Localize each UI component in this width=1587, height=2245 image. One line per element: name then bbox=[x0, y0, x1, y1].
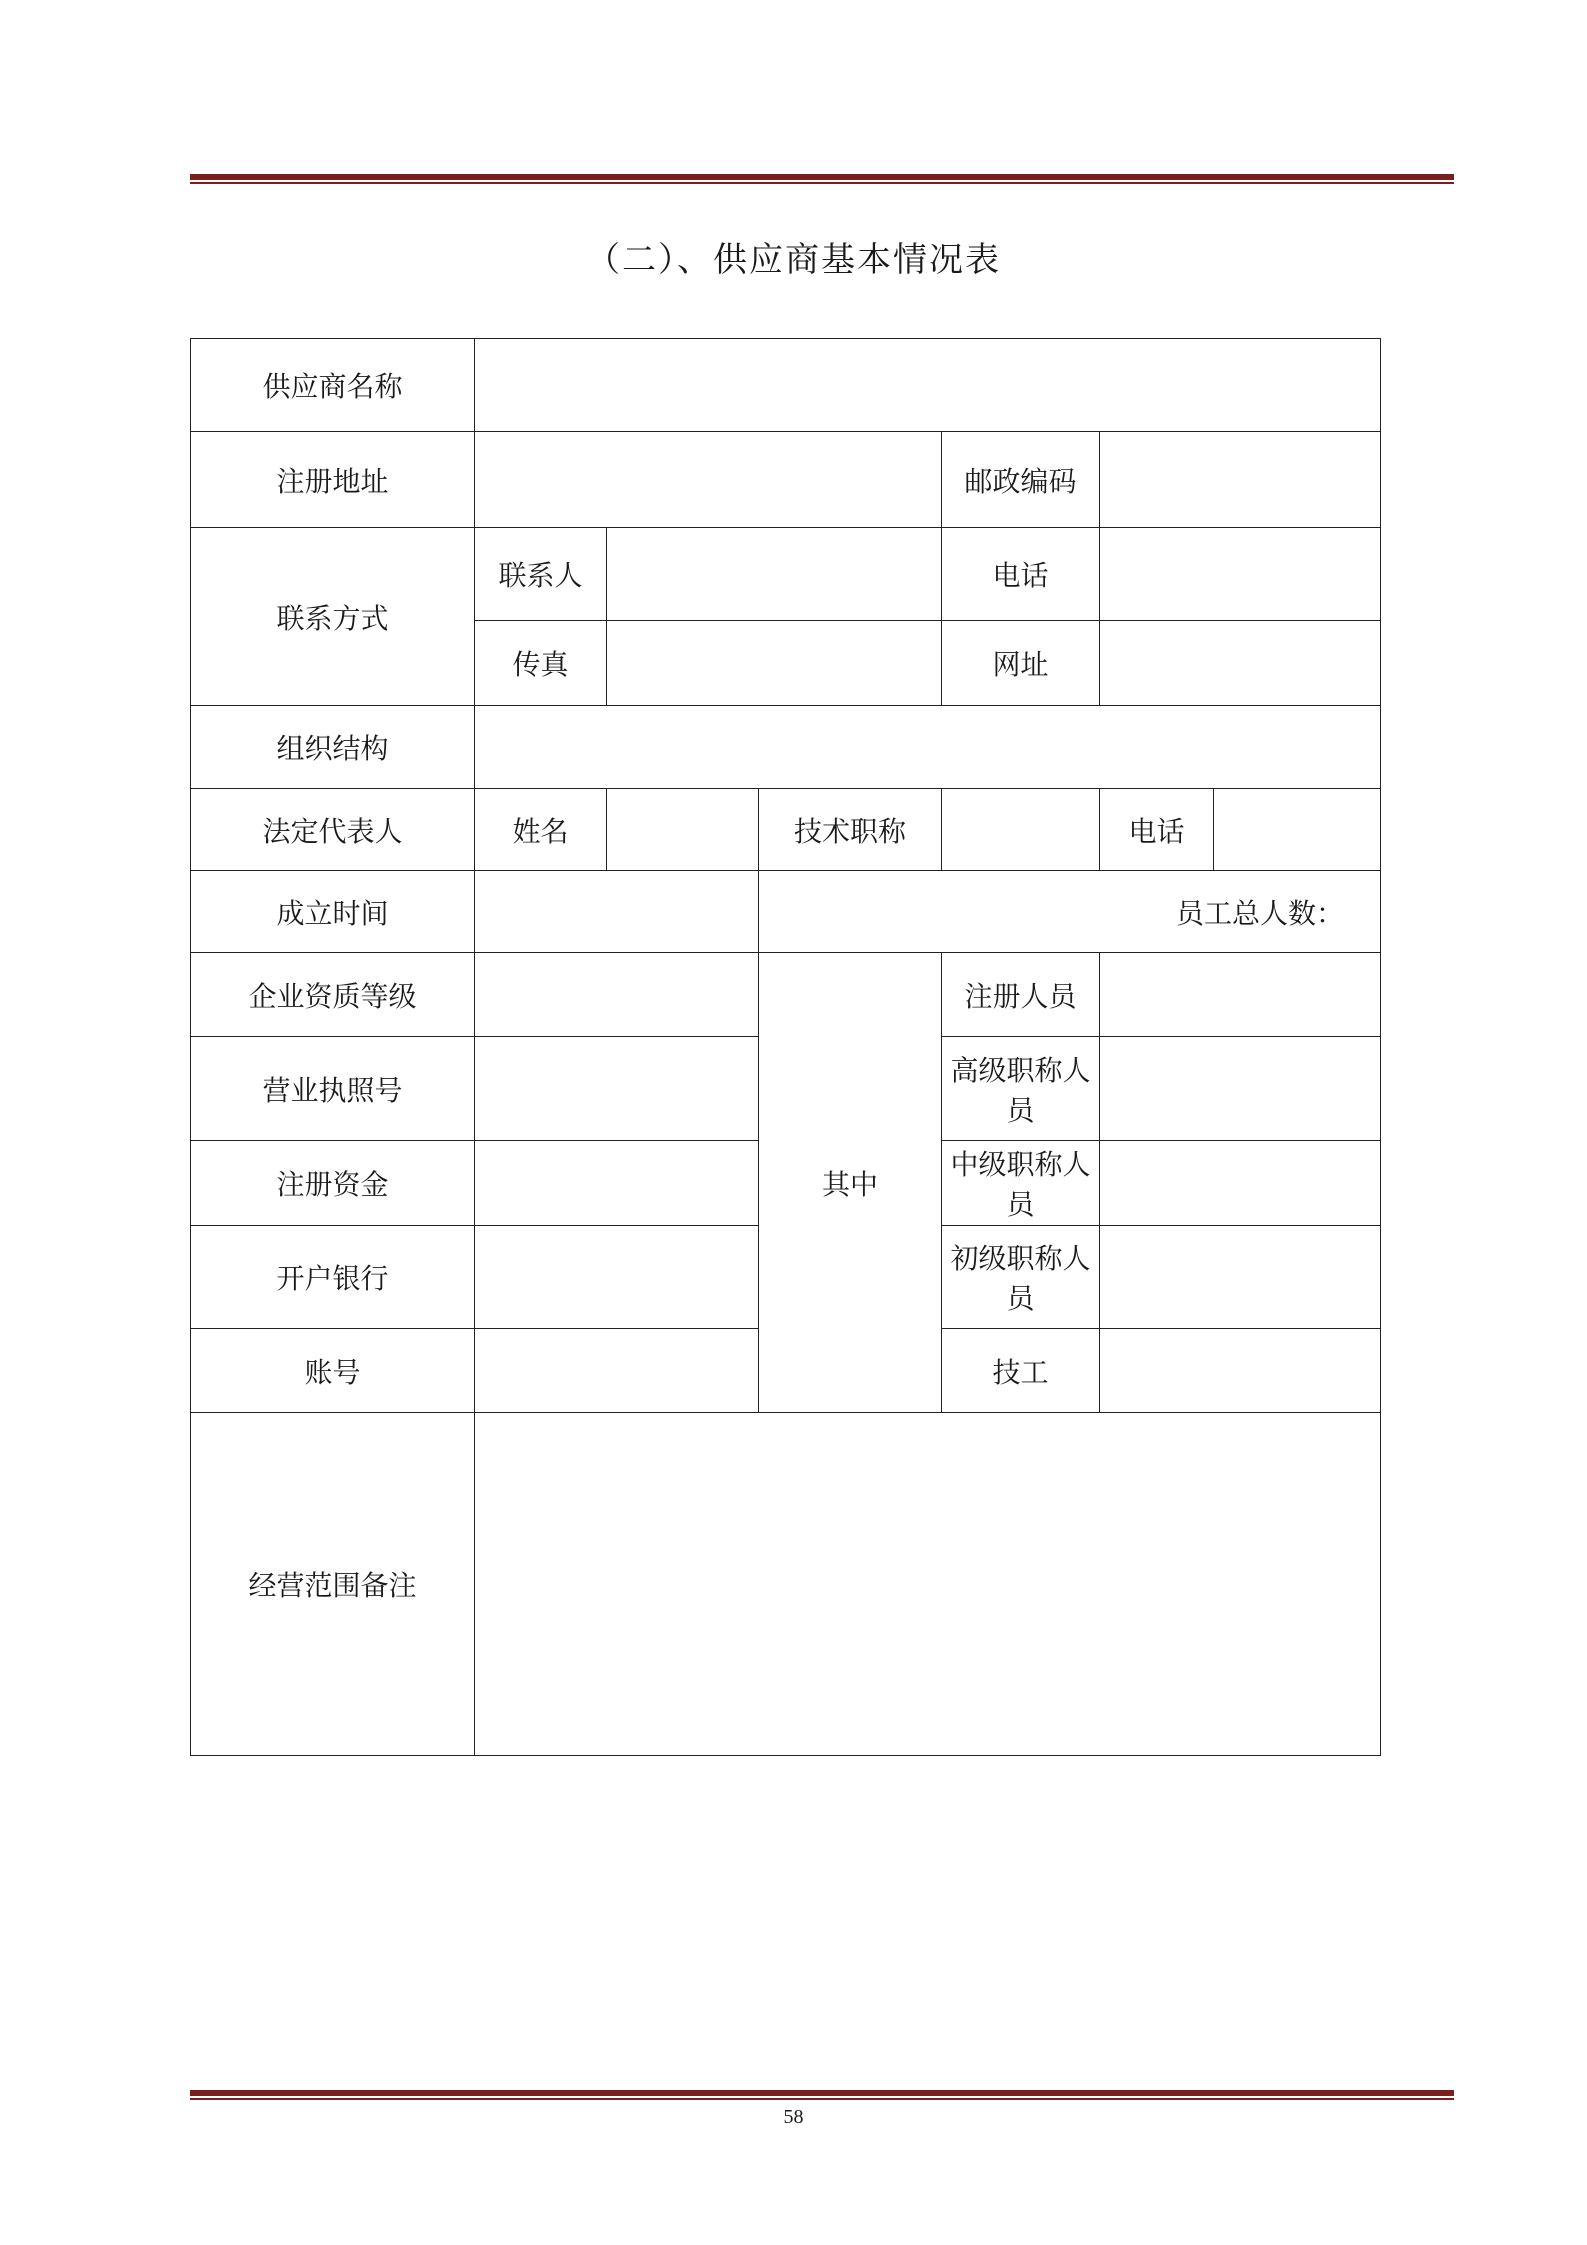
label-business-scope: 经营范围备注 bbox=[191, 1413, 475, 1756]
page-number: 58 bbox=[783, 2106, 804, 2128]
supplier-info-table bbox=[190, 338, 1381, 1756]
postal-code-field[interactable] bbox=[1100, 432, 1381, 528]
business-scope-field[interactable] bbox=[475, 1413, 1381, 1756]
phone-field[interactable] bbox=[1100, 528, 1381, 621]
table-row bbox=[191, 789, 1381, 871]
page-title: （二）、供应商基本情况表 bbox=[586, 240, 1001, 280]
label-business-license: 营业执照号 bbox=[191, 1037, 475, 1141]
org-structure-field[interactable] bbox=[475, 706, 1381, 789]
fax-field[interactable] bbox=[607, 621, 942, 706]
registered-capital-field[interactable] bbox=[475, 1141, 759, 1226]
label-registered-address: 注册地址 bbox=[191, 432, 475, 528]
label-fax: 传真 bbox=[475, 621, 607, 706]
registered-address-field[interactable] bbox=[475, 432, 942, 528]
qualification-level-field[interactable] bbox=[475, 953, 759, 1037]
legal-rep-name-field[interactable] bbox=[607, 789, 759, 871]
table-row bbox=[191, 706, 1381, 789]
footer-rule bbox=[190, 2090, 1454, 2100]
label-legal-phone: 电话 bbox=[1100, 789, 1214, 871]
mid-title-field[interactable] bbox=[1100, 1141, 1381, 1226]
table-row bbox=[191, 528, 1381, 621]
label-name: 姓名 bbox=[475, 789, 607, 871]
label-bank: 开户银行 bbox=[191, 1226, 475, 1329]
label-total-employees: 员工总人数： bbox=[759, 871, 1381, 953]
label-postal-code: 邮政编码 bbox=[942, 432, 1100, 528]
label-legal-rep: 法定代表人 bbox=[191, 789, 475, 871]
registered-staff-field[interactable] bbox=[1100, 953, 1381, 1037]
label-qualification-level: 企业资质等级 bbox=[191, 953, 475, 1037]
label-tech-title: 技术职称 bbox=[759, 789, 942, 871]
tech-title-field[interactable] bbox=[942, 789, 1100, 871]
account-field[interactable] bbox=[475, 1329, 759, 1413]
senior-title-field[interactable] bbox=[1100, 1037, 1381, 1141]
label-phone: 电话 bbox=[942, 528, 1100, 621]
label-contact-method: 联系方式 bbox=[191, 528, 475, 706]
junior-title-field[interactable] bbox=[1100, 1226, 1381, 1329]
label-established: 成立时间 bbox=[191, 871, 475, 953]
legal-phone-field[interactable] bbox=[1214, 789, 1381, 871]
label-contact-person: 联系人 bbox=[475, 528, 607, 621]
label-org-structure: 组织结构 bbox=[191, 706, 475, 789]
label-senior-title: 高级职称人员 bbox=[942, 1037, 1100, 1141]
website-field[interactable] bbox=[1100, 621, 1381, 706]
label-website: 网址 bbox=[942, 621, 1100, 706]
supplier-name-field[interactable] bbox=[475, 339, 1381, 432]
label-registered-staff: 注册人员 bbox=[942, 953, 1100, 1037]
table-row bbox=[191, 1413, 1381, 1756]
table-row bbox=[191, 339, 1381, 432]
bank-field[interactable] bbox=[475, 1226, 759, 1329]
label-supplier-name: 供应商名称 bbox=[191, 339, 475, 432]
header-rule bbox=[190, 174, 1454, 184]
business-license-field[interactable] bbox=[475, 1037, 759, 1141]
table-row bbox=[191, 953, 1381, 1037]
table-row bbox=[191, 432, 1381, 528]
label-account: 账号 bbox=[191, 1329, 475, 1413]
label-technicians: 技工 bbox=[942, 1329, 1100, 1413]
label-registered-capital: 注册资金 bbox=[191, 1141, 475, 1226]
established-field[interactable] bbox=[475, 871, 759, 953]
label-junior-title: 初级职称人员 bbox=[942, 1226, 1100, 1329]
technicians-field[interactable] bbox=[1100, 1329, 1381, 1413]
label-among-them: 其中 bbox=[759, 953, 942, 1413]
label-mid-title: 中级职称人员 bbox=[942, 1141, 1100, 1226]
contact-person-field[interactable] bbox=[607, 528, 942, 621]
table-row bbox=[191, 871, 1381, 953]
